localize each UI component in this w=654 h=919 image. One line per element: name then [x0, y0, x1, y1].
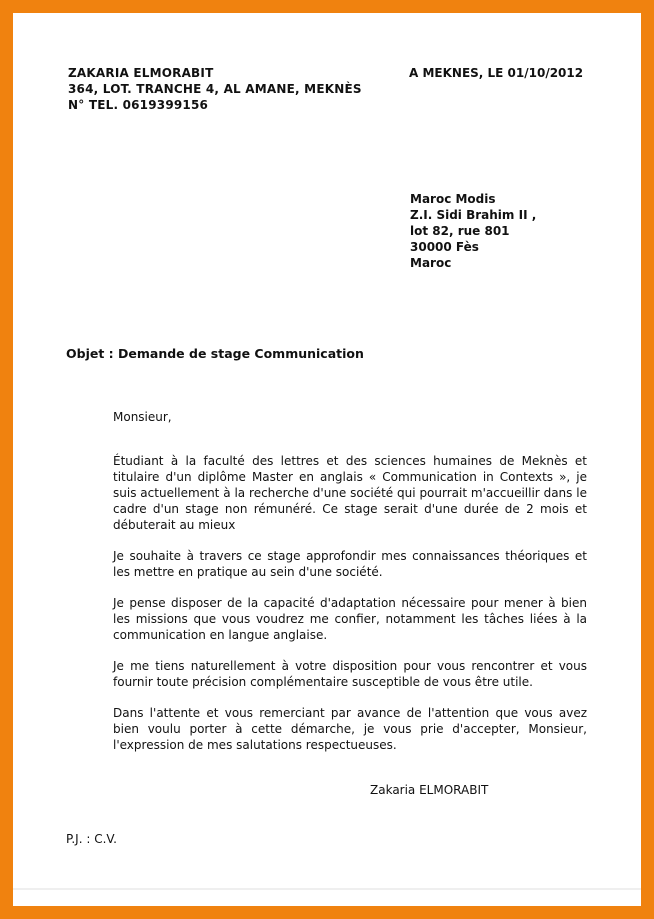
- recipient-line: Maroc: [410, 256, 452, 270]
- date-line: A MEKNES, LE 01/10/2012: [409, 66, 584, 80]
- scan-artifact-line: [13, 888, 641, 890]
- recipient-line: Maroc Modis: [410, 192, 496, 206]
- body-paragraph: Je pense disposer de la capacité d'adaptation nécessaire pour mener à bien les missions que vous voudrez me confier, notamment les tâches liées à la communication en langue anglaise.: [113, 596, 587, 642]
- recipient-line: lot 82, rue 801: [410, 224, 510, 238]
- signature: Zakaria ELMORABIT: [370, 783, 489, 797]
- subject-line: Objet : Demande de stage Communication: [66, 346, 364, 361]
- recipient-line: Z.I. Sidi Brahim II ,: [410, 208, 537, 222]
- sender-name: ZAKARIA ELMORABIT: [68, 66, 214, 80]
- salutation: Monsieur,: [113, 410, 172, 424]
- body-paragraph: Je me tiens naturellement à votre disposition pour vous rencontrer et vous fournir toute précision complémentaire susceptible de vous être utile.: [113, 659, 587, 689]
- body-paragraph: Je souhaite à travers ce stage approfondir mes connaissances théoriques et les mettre en pratique au sein d'une société.: [113, 549, 587, 579]
- recipient-line: 30000 Fès: [410, 240, 479, 254]
- sender-block: [68, 65, 362, 113]
- body-paragraph: Dans l'attente et vous remerciant par avance de l'attention que vous avez bien voulu porter à cette démarche, je vous prie d'accepter, Monsieur, l'expression de mes salutations respectueuses.: [113, 706, 587, 752]
- sender-address: 364, LOT. TRANCHE 4, AL AMANE, MEKNÈS: [68, 82, 362, 96]
- enclosure-line: P.J. : C.V.: [66, 832, 117, 846]
- sender-phone: N° TEL. 0619399156: [68, 98, 209, 112]
- letter-body: [113, 409, 587, 768]
- body-paragraph: Étudiant à la faculté des lettres et des sciences humaines de Meknès et titulaire d'un diplôme Master en anglais « Communication in Contexts », je suis actuellement à la recherche d'une société qui pourrait m'accueillir dans le cadre d'un stage non rémunéré. Ce stage serait d'une durée de 2 mois et débuterait au mieux: [113, 454, 587, 532]
- recipient-block: [410, 191, 536, 271]
